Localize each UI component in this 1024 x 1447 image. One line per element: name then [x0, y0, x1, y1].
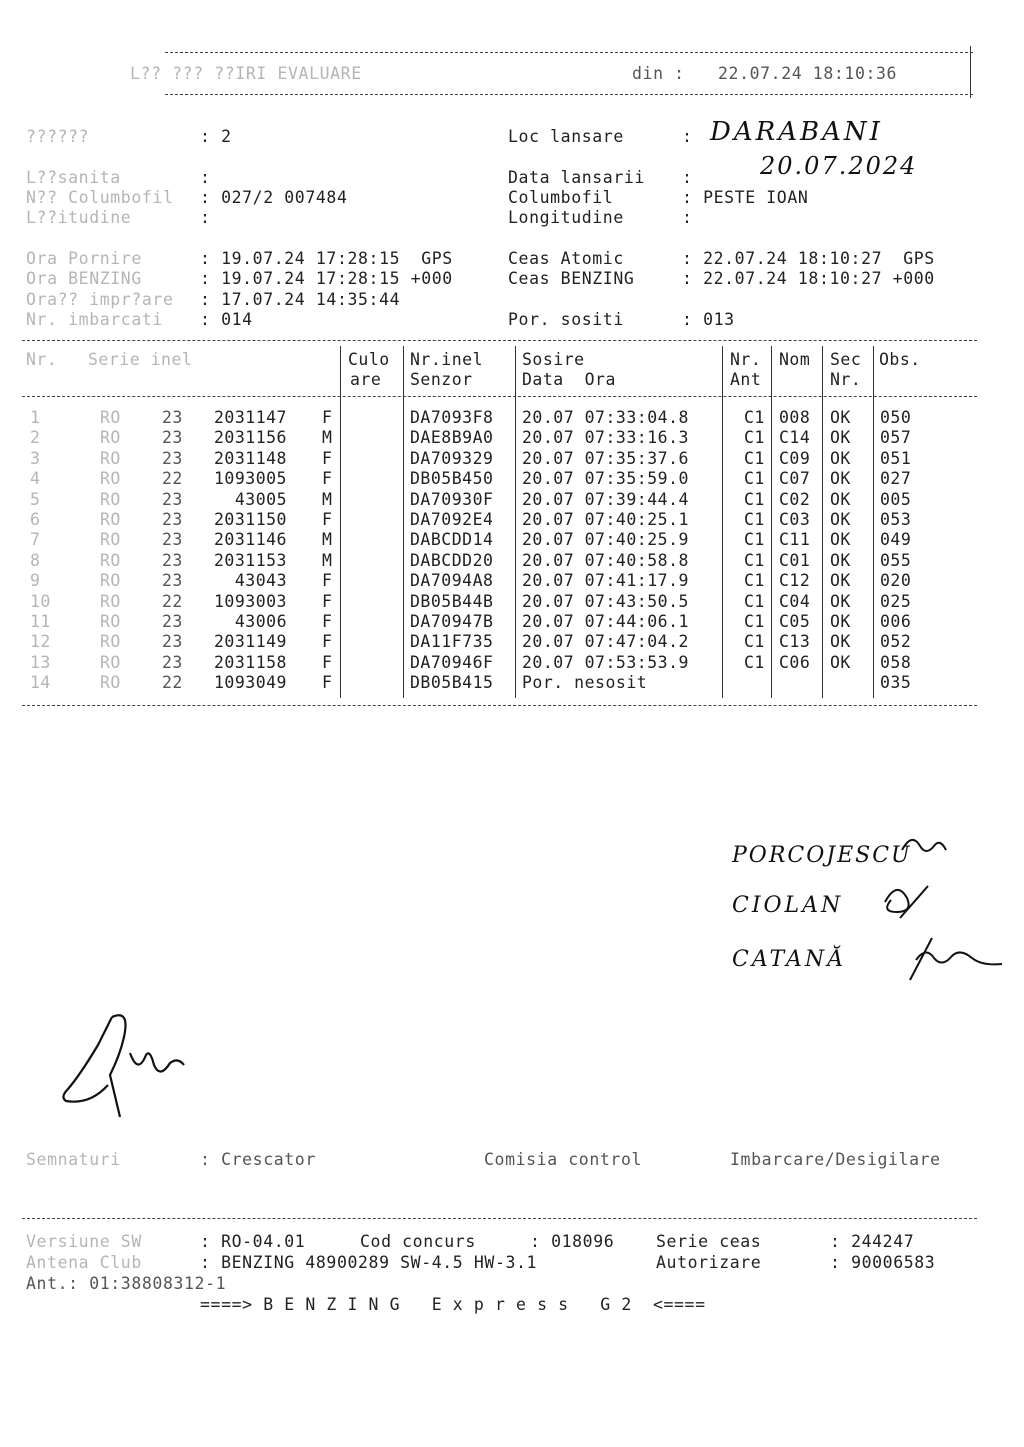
cod-concurs-label: Cod concurs: [360, 1232, 476, 1251]
header-sosire: Sosire: [522, 350, 585, 369]
row-obs: 050: [880, 408, 912, 427]
autorizare-label: Autorizare: [656, 1253, 762, 1272]
row-nr: 8: [30, 550, 41, 570]
serie-ceas-label: Serie ceas: [656, 1232, 762, 1251]
row-arrival: 20.07 07:43:50.5: [522, 591, 689, 611]
row-obs: 057: [880, 428, 912, 448]
row-sec: OK: [830, 408, 851, 427]
row-sensor: DABCDD20: [410, 550, 494, 570]
clock-left-3-value: : 014: [200, 310, 253, 329]
row-country: RO: [100, 652, 121, 672]
row-arrival: 20.07 07:35:37.6: [522, 448, 689, 468]
header-ant: Ant: [730, 370, 762, 389]
row-sex: F: [322, 632, 333, 652]
col-sep: [771, 346, 772, 698]
row-nr: 14: [30, 673, 51, 693]
col-sep: [822, 346, 823, 698]
row-arrival: 20.07 07:53:53.9: [522, 652, 689, 672]
row-sec: OK: [830, 489, 851, 509]
row-arrival: 20.07 07:40:25.1: [522, 510, 689, 529]
row-ring-number: 2031149: [213, 632, 287, 652]
crescator-signature-icon: [50, 1005, 210, 1125]
col-sep: [873, 346, 874, 698]
row-ring-number: 2031150: [213, 510, 287, 529]
row-sex: F: [322, 612, 333, 631]
page-title: L?? ??? ??IRI EVALUARE: [130, 64, 362, 83]
row-obs: 052: [880, 632, 912, 652]
signature-crescator: : Crescator: [200, 1150, 316, 1169]
row-nom: C02: [779, 489, 811, 509]
row-nom: C14: [779, 428, 811, 448]
row-obs: 005: [880, 489, 912, 509]
row-nom: C03: [779, 510, 811, 529]
row-nr: 9: [30, 571, 41, 591]
row-obs: 027: [880, 469, 912, 489]
info-right-1-value: :: [682, 168, 693, 187]
clock-right-2-value: : 013: [682, 310, 735, 329]
row-country: RO: [100, 408, 121, 427]
header-nr: Nr.: [26, 350, 58, 369]
row-sex: M: [322, 428, 333, 448]
row-nom: C12: [779, 571, 811, 591]
cod-concurs-value: : 018096: [530, 1232, 615, 1251]
row-antenna: C1: [744, 428, 765, 448]
svg-text:PORCOJESCU: PORCOJESCU: [732, 843, 912, 868]
row-nr: 5: [30, 489, 41, 509]
row-arrival: 20.07 07:35:59.0: [522, 469, 689, 489]
header-right-border: [970, 46, 971, 98]
row-country: RO: [100, 510, 121, 529]
versiune-value: : RO-04.01: [200, 1232, 306, 1251]
header-serie: Serie inel: [88, 350, 193, 369]
row-sensor: DAE8B9A0: [410, 428, 494, 448]
brand-line: ====> B E N Z I N G E x p r e s s G 2 <====: [200, 1295, 706, 1314]
row-nom: C09: [779, 448, 811, 468]
row-sex: F: [322, 571, 333, 591]
header-data-ora: Data Ora: [522, 370, 616, 389]
row-nr: 1: [30, 408, 41, 427]
row-arrival: Por. nesosit: [522, 673, 648, 693]
row-arrival: 20.07 07:33:04.8: [522, 408, 689, 427]
row-nom: C04: [779, 591, 811, 611]
signature-imbarcare: Imbarcare/Desigilare: [730, 1150, 941, 1169]
row-year: 22: [162, 673, 183, 693]
row-sensor: DA70947B: [410, 612, 494, 631]
row-sensor: DA7094A8: [410, 571, 494, 591]
header-nrinel: Nr.inel: [410, 350, 484, 369]
row-nom: C13: [779, 632, 811, 652]
row-year: 23: [162, 489, 183, 509]
col-sep: [403, 346, 404, 698]
header-culoare-2: are: [350, 370, 382, 389]
row-antenna: C1: [744, 652, 765, 672]
info-right-1-label: Data lansarii: [508, 168, 645, 187]
header-sec-nr: Nr.: [830, 370, 862, 389]
row-sex: F: [322, 448, 333, 468]
row-ring-number: 2031153: [213, 550, 287, 570]
versiune-label: Versiune SW: [26, 1232, 142, 1251]
row-country: RO: [100, 591, 121, 611]
row-nr: 11: [30, 612, 51, 631]
row-sec: OK: [830, 510, 851, 529]
row-arrival: 20.07 07:41:17.9: [522, 571, 689, 591]
clock-right-2-label: Por. sositi: [508, 310, 624, 329]
row-antenna: C1: [744, 408, 765, 427]
svg-text:DARABANI: DARABANI: [710, 117, 883, 147]
row-nr: 4: [30, 469, 41, 489]
header-nrant: Nr.: [730, 350, 762, 369]
row-year: 22: [162, 469, 183, 489]
row-sec: OK: [830, 448, 851, 468]
row-nom: 008: [779, 408, 811, 427]
clock-left-0-value: : 19.07.24 17:28:15 GPS: [200, 249, 453, 268]
row-nr: 2: [30, 428, 41, 448]
header-culoare: Culo: [348, 350, 390, 369]
info-left-1-value: :: [200, 168, 211, 187]
serie-ceas-value: : 244247: [830, 1232, 915, 1251]
row-ring-number: 1093003: [213, 591, 287, 611]
row-year: 23: [162, 652, 183, 672]
row-sex: M: [322, 489, 333, 509]
header-nom: Nom: [779, 350, 811, 369]
row-sec: OK: [830, 571, 851, 591]
row-obs: 058: [880, 652, 912, 672]
row-obs: 006: [880, 612, 912, 631]
row-obs: 051: [880, 448, 912, 468]
header-obs: Obs.: [879, 350, 921, 369]
row-ring-number: 1093049: [213, 673, 287, 693]
row-antenna: C1: [744, 469, 765, 489]
row-nom: C05: [779, 612, 811, 631]
row-ring-number: 1093005: [213, 469, 287, 489]
table-header-rule: [22, 396, 977, 397]
row-country: RO: [100, 571, 121, 591]
row-sensor: DB05B450: [410, 469, 494, 489]
row-nom: C06: [779, 652, 811, 672]
info-right-0-value: :: [682, 127, 693, 146]
clock-right-1-label: Ceas BENZING: [508, 269, 635, 288]
row-sex: M: [322, 550, 333, 570]
row-arrival: 20.07 07:44:06.1: [522, 612, 689, 631]
signature-comisia: Comisia control: [484, 1150, 643, 1169]
row-country: RO: [100, 469, 121, 489]
row-ring-number: 2031148: [213, 448, 287, 468]
row-antenna: C1: [744, 489, 765, 509]
row-nom: C11: [779, 530, 811, 550]
clock-left-3-label: Nr. imbarcati: [26, 310, 163, 329]
row-ring-number: 43006: [234, 612, 287, 631]
row-sec: OK: [830, 591, 851, 611]
row-obs: 035: [880, 673, 912, 693]
row-country: RO: [100, 632, 121, 652]
svg-text:20.07.2024: 20.07.2024: [760, 152, 918, 180]
info-left-3-label: L??itudine: [26, 208, 132, 227]
row-year: 23: [162, 448, 183, 468]
info-right-0-label: Loc lansare: [508, 127, 624, 146]
header-bottom-rule: [165, 94, 973, 95]
clock-left-2-value: : 17.07.24 14:35:44: [200, 290, 401, 309]
row-arrival: 20.07 07:40:25.9: [522, 530, 689, 550]
row-year: 23: [162, 408, 183, 427]
row-nom: C07: [779, 469, 811, 489]
footer-top-rule: [22, 1218, 977, 1219]
row-ring-number: 2031146: [213, 530, 287, 550]
row-sensor: DA11F735: [410, 632, 494, 652]
row-nom: C01: [779, 550, 811, 570]
row-antenna: C1: [744, 510, 765, 529]
clock-left-0-label: Ora Pornire: [26, 249, 142, 268]
row-nr: 10: [30, 591, 51, 611]
row-obs: 025: [880, 591, 912, 611]
row-sensor: DABCDD14: [410, 530, 494, 550]
row-country: RO: [100, 673, 121, 693]
row-ring-number: 43043: [234, 571, 287, 591]
row-sensor: DB05B44B: [410, 591, 494, 611]
row-sec: OK: [830, 612, 851, 631]
row-sec: OK: [830, 550, 851, 570]
clock-left-2-label: Ora?? impr?are: [26, 290, 174, 309]
header-sec: Sec: [830, 350, 862, 369]
header-senzor: Senzor: [410, 370, 473, 389]
info-left-2-label: N?? Columbofil: [26, 188, 174, 207]
autorizare-value: : 90006583: [830, 1253, 936, 1272]
row-year: 23: [162, 428, 183, 448]
row-year: 23: [162, 571, 183, 591]
clock-right-0-value: : 22.07.24 18:10:27 GPS: [682, 249, 935, 268]
info-left-1-label: L??sanita: [26, 168, 121, 187]
clock-right-0-label: Ceas Atomic: [508, 249, 624, 268]
row-sensor: DA70930F: [410, 489, 494, 509]
row-sex: M: [322, 530, 333, 550]
row-sensor: DA7092E4: [410, 510, 494, 529]
handwritten-names: [720, 820, 1020, 1000]
clock-left-1-label: Ora BENZING: [26, 269, 142, 288]
row-sex: F: [322, 591, 333, 611]
din-value: 22.07.24 18:10:36: [718, 64, 898, 83]
row-year: 22: [162, 591, 183, 611]
row-sensor: DA7093F8: [410, 408, 494, 427]
clock-right-1-value: : 22.07.24 18:10:27 +000: [682, 269, 935, 288]
col-sep: [722, 346, 723, 698]
table-top-rule: [22, 340, 977, 341]
row-antenna: C1: [744, 571, 765, 591]
row-sec: OK: [830, 530, 851, 550]
row-arrival: 20.07 07:33:16.3: [522, 428, 689, 448]
antena-label: Antena Club: [26, 1253, 142, 1272]
antena-value: : BENZING 48900289 SW-4.5 HW-3.1: [200, 1253, 538, 1272]
row-year: 23: [162, 550, 183, 570]
row-antenna: C1: [744, 550, 765, 570]
din-label: din :: [632, 64, 685, 83]
row-antenna: C1: [744, 612, 765, 631]
row-obs: 020: [880, 571, 912, 591]
antena-id: Ant.: 01:38808312-1: [26, 1274, 227, 1293]
row-sex: F: [322, 652, 333, 672]
row-year: 23: [162, 612, 183, 631]
row-sensor: DA709329: [410, 448, 494, 468]
row-arrival: 20.07 07:47:04.2: [522, 632, 689, 652]
row-country: RO: [100, 489, 121, 509]
info-left-0-label: ??????: [26, 127, 90, 146]
row-arrival: 20.07 07:40:58.8: [522, 550, 689, 570]
row-antenna: C1: [744, 632, 765, 652]
row-year: 23: [162, 632, 183, 652]
row-ring-number: 2031156: [213, 428, 287, 448]
header-top-rule: [165, 52, 973, 53]
row-obs: 053: [880, 510, 912, 529]
handwritten-location-date: [700, 108, 950, 188]
table-bottom-rule: [22, 705, 977, 706]
row-sensor: DB05B415: [410, 673, 494, 693]
row-sex: F: [322, 673, 333, 693]
row-nr: 7: [30, 530, 41, 550]
row-country: RO: [100, 428, 121, 448]
row-arrival: 20.07 07:39:44.4: [522, 489, 689, 509]
row-country: RO: [100, 612, 121, 631]
info-right-2-label: Columbofil: [508, 188, 614, 207]
row-nr: 12: [30, 632, 51, 652]
row-obs: 049: [880, 530, 912, 550]
info-right-2-value: : PESTE IOAN: [682, 188, 809, 207]
info-right-3-label: Longitudine: [508, 208, 624, 227]
info-left-0-value: : 2: [200, 127, 232, 146]
row-sensor: DA70946F: [410, 652, 494, 672]
row-sex: F: [322, 510, 333, 529]
row-ring-number: 2031158: [213, 652, 287, 672]
info-left-3-value: :: [200, 208, 211, 227]
row-nr: 3: [30, 448, 41, 468]
row-country: RO: [100, 530, 121, 550]
row-country: RO: [100, 448, 121, 468]
col-sep: [515, 346, 516, 698]
clock-left-1-value: : 19.07.24 17:28:15 +000: [200, 269, 453, 288]
row-antenna: C1: [744, 591, 765, 611]
row-nr: 13: [30, 652, 51, 672]
row-country: RO: [100, 550, 121, 570]
row-sec: OK: [830, 632, 851, 652]
row-obs: 055: [880, 550, 912, 570]
info-left-2-value: : 027/2 007484: [200, 188, 348, 207]
row-ring-number: 43005: [234, 489, 287, 509]
row-sex: F: [322, 469, 333, 489]
info-right-3-value: :: [682, 208, 693, 227]
row-sec: OK: [830, 652, 851, 672]
row-sec: OK: [830, 469, 851, 489]
row-antenna: C1: [744, 530, 765, 550]
row-ring-number: 2031147: [213, 408, 287, 427]
svg-text:CIOLAN: CIOLAN: [732, 893, 844, 918]
row-antenna: C1: [744, 448, 765, 468]
row-sec: OK: [830, 428, 851, 448]
row-sex: F: [322, 408, 333, 427]
svg-text:CATANĂ: CATANĂ: [732, 947, 847, 972]
row-nr: 6: [30, 510, 41, 529]
col-sep: [340, 346, 341, 698]
signatures-label: Semnaturi: [26, 1150, 121, 1169]
row-year: 23: [162, 530, 183, 550]
row-year: 23: [162, 510, 183, 529]
